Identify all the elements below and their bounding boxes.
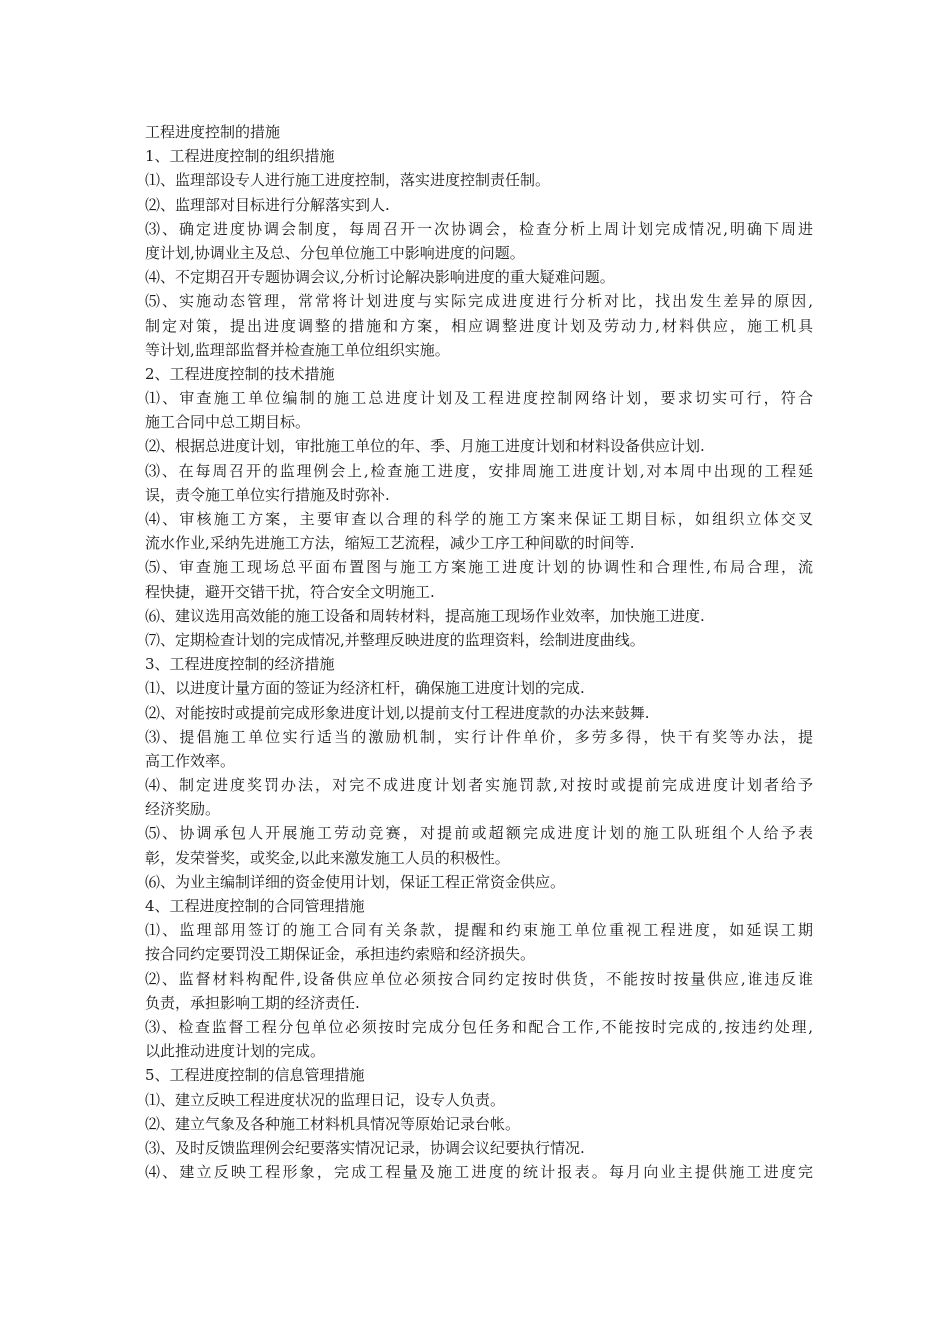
text-line: 程快捷，避开交错干扰，符合安全文明施工.: [145, 582, 435, 601]
text-line: 高工作效率。: [145, 751, 236, 770]
text-line: 施工合同中总工期目标。: [145, 413, 311, 432]
text-line: ⑴、审查施工单位编制的施工总进度计划及工程进度控制网络计划，要求切实可行，符合: [145, 389, 813, 408]
text-line: 2、工程进度控制的技术措施: [145, 364, 335, 383]
text-line: ⑴、监理部用签订的施工合同有关条款，提醒和约束施工单位重视工程进度，如延误工期: [145, 921, 813, 940]
text-line: 彰，发荣誉奖，或奖金,以此来激发施工人员的积极性。: [145, 848, 510, 867]
text-line: ⑴、以进度计量方面的签证为经济杠杆，确保施工进度计划的完成.: [145, 679, 585, 698]
text-line: ⑹、建议选用高效能的施工设备和周转材料，提高施工现场作业效率，加快施工进度.: [145, 606, 705, 625]
text-line: ⑶、及时反馈监理例会纪要落实情况记录，协调会议纪要执行情况.: [145, 1138, 585, 1157]
document-body: [145, 120, 813, 1184]
text-line: 4、工程进度控制的合同管理措施: [145, 897, 365, 915]
text-line: 1、工程进度控制的组织措施: [145, 147, 335, 166]
text-line: ⑵、监理部对目标进行分解落实到人.: [145, 195, 390, 214]
text-line: ⑷、制定进度奖罚办法，对完不成进度计划者实施罚款,对按时或提前完成进度计划者给予: [145, 776, 813, 795]
document-title: 工程进度控制的措施: [145, 123, 281, 141]
text-line: ⑵、根据总进度计划，审批施工单位的年、季、月施工进度计划和材料设备供应计划.: [145, 437, 705, 456]
text-line: ⑵、监督材料构配件,设备供应单位必须按合同约定按时供货，不能按时按量供应,谁违反谁: [145, 969, 813, 988]
text-line: ⑵、对能按时或提前完成形象进度计划,以提前支付工程进度款的办法来鼓舞.: [145, 703, 650, 722]
text-line: ⑸、审查施工现场总平面布置图与施工方案施工进度计划的协调性和合理性,布局合理，流: [145, 558, 813, 577]
text-line: ⑶、在每周召开的监理例会上,检查施工进度，安排周施工进度计划,对本周中出现的工程延: [145, 461, 813, 480]
text-line: 制定对策，提出进度调整的措施和方案，相应调整进度计划及劳动力,材料供应，施工机具: [145, 316, 813, 335]
text-line: 等计划,监理部监督并检查施工单位组织实施。: [145, 340, 450, 359]
text-line: ⑺、定期检查计划的完成情况,并整理反映进度的监理资料，绘制进度曲线。: [145, 630, 645, 649]
text-line: ⑸、协调承包人开展施工劳动竞赛，对提前或超额完成进度计划的施工队班组个人给予表: [145, 824, 813, 843]
text-line: 经济奖励。: [145, 800, 221, 819]
text-line: 度计划,协调业主及总、分包单位施工中影响进度的问题。: [145, 243, 525, 262]
text-line: 5、工程进度控制的信息管理措施: [145, 1066, 365, 1085]
text-line: 流水作业,采纳先进施工方法，缩短工艺流程，减少工序工种间歇的时间等.: [145, 534, 635, 553]
text-line: ⑷、不定期召开专题协调会议,分析讨论解决影响进度的重大疑难问题。: [145, 268, 615, 287]
text-line: 负责，承担影响工期的经济责任.: [145, 993, 360, 1012]
text-line: 误，责令施工单位实行措施及时弥补.: [145, 485, 390, 504]
text-line: ⑷、审核施工方案，主要审查以合理的科学的施工方案来保证工期目标，如组织立体交叉: [145, 510, 813, 528]
text-line: ⑷、建立反映工程形象，完成工程量及施工进度的统计报表。每月向业主提供施工进度完: [145, 1163, 813, 1182]
text-line: ⑴、监理部设专人进行施工进度控制，落实进度控制责任制。: [145, 171, 551, 190]
text-line: ⑶、提倡施工单位实行适当的激励机制，实行计件单价，多劳多得，快干有奖等办法，提: [145, 727, 813, 746]
text-line: ⑹、为业主编制详细的资金使用计划，保证工程正常资金供应。: [145, 872, 566, 891]
text-line: ⑴、建立反映工程进度状况的监理日记，设专人负责。: [145, 1090, 506, 1109]
text-line: ⑸、实施动态管理，常常将计划进度与实际完成进度进行分析对比，找出发生差异的原因,: [145, 292, 813, 311]
text-line: ⑵、建立气象及各种施工材料机具情况等原始记录台帐。: [145, 1114, 521, 1133]
text-line: ⑶、确定进度协调会制度，每周召开一次协调会，检查分析上周计划完成情况,明确下周进: [145, 219, 813, 238]
text-line: ⑶、检查监督工程分包单位必须按时完成分包任务和配合工作,不能按时完成的,按违约处理,: [145, 1017, 813, 1036]
text-line: 以此推动进度计划的完成。: [145, 1042, 326, 1061]
text-line: 按合同约定要罚没工期保证金，承担违约索赔和经济损失。: [145, 945, 536, 964]
text-line: 3、工程进度控制的经济措施: [145, 655, 335, 674]
